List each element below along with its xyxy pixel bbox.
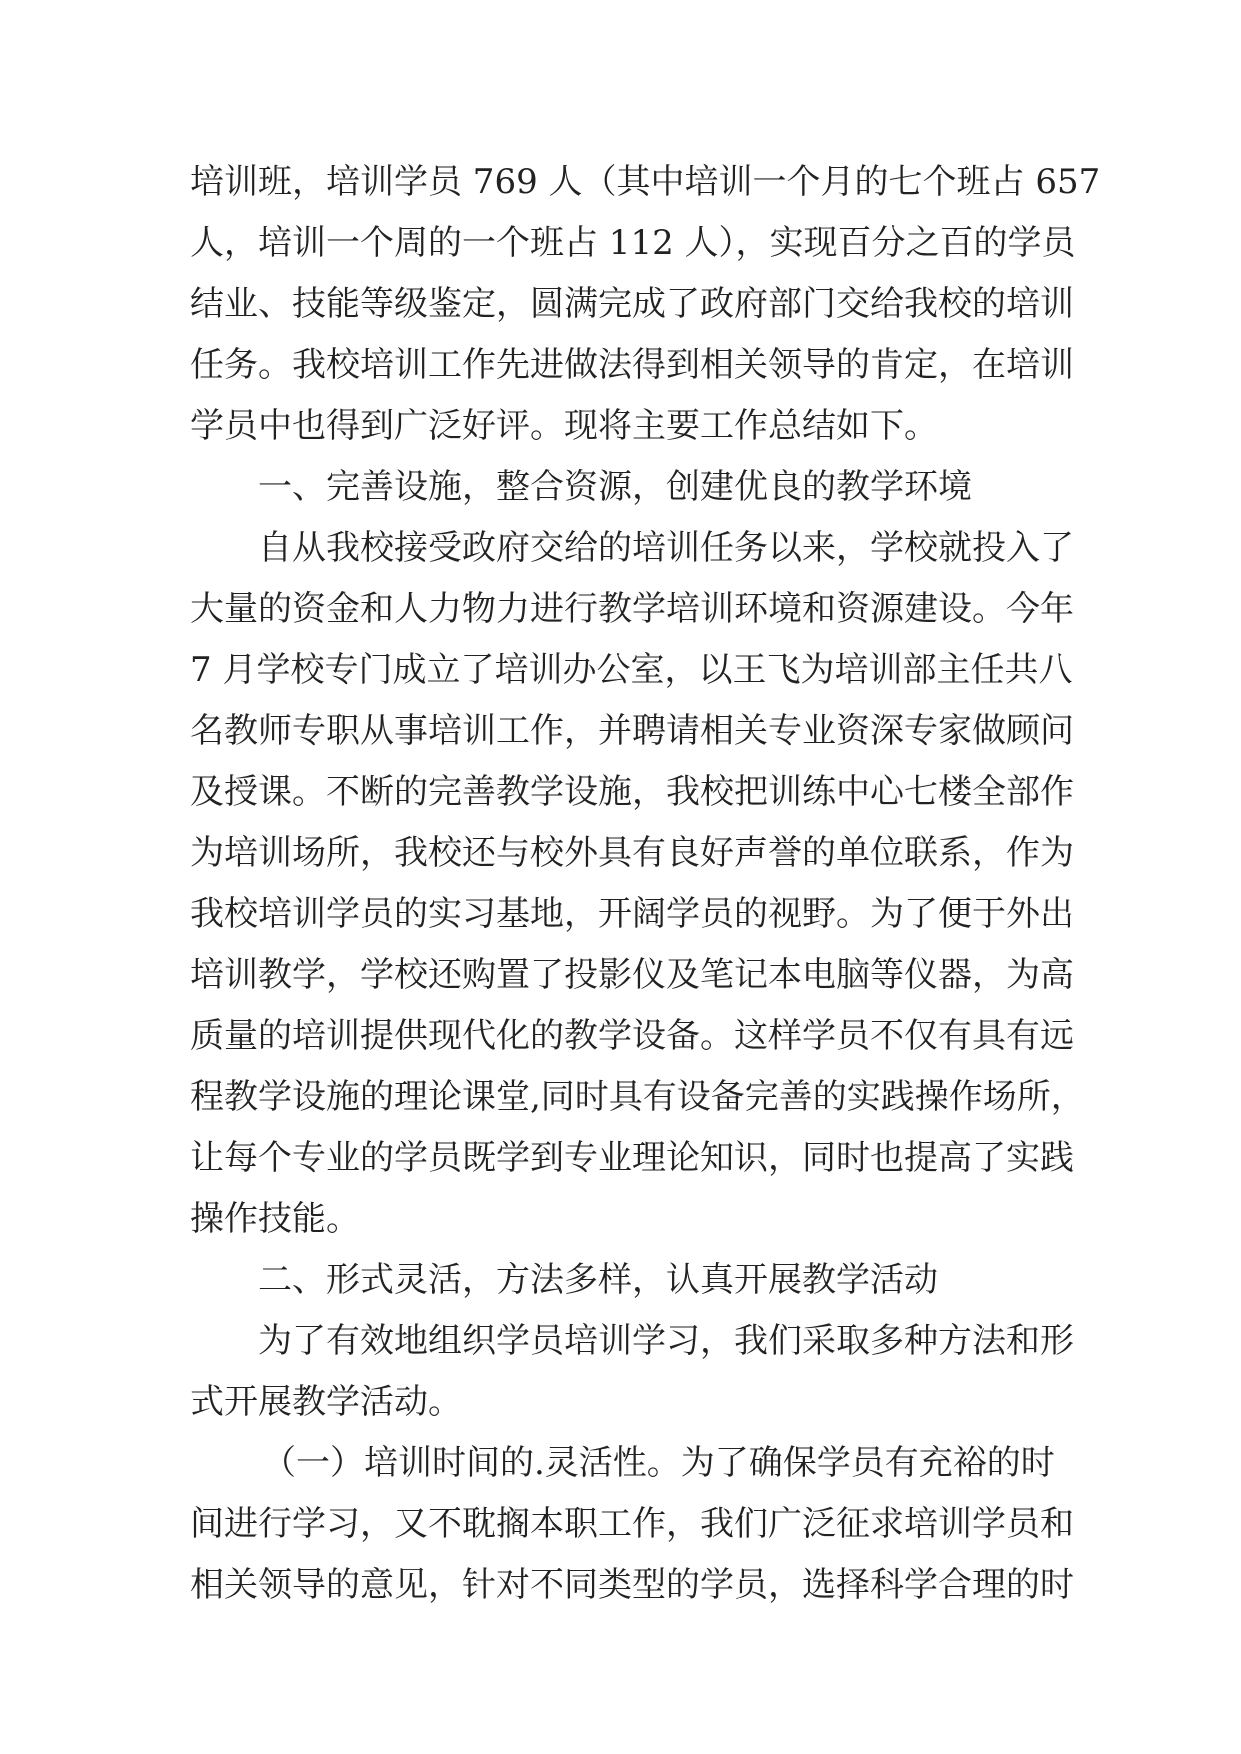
subsection-line: （一）培训时间的.灵活性。为了确保学员有充裕的时: [262, 1443, 1055, 1483]
paragraph-line: 操作技能。: [190, 1199, 360, 1239]
paragraph-line: 结业、技能等级鉴定，圆满完成了政府部门交给我校的培训: [190, 284, 1074, 324]
paragraph-line: 任务。我校培训工作先进做法得到相关领导的肯定，在培训: [190, 345, 1074, 385]
paragraph-line: 学员中也得到广泛好评。现将主要工作总结如下。: [190, 406, 938, 446]
paragraph-line: 相关领导的意见，针对不同类型的学员，选择科学合理的时: [190, 1565, 1074, 1605]
paragraph-line: 为培训场所，我校还与校外具有良好声誉的单位联系，作为: [190, 833, 1074, 873]
paragraph-line: 人，培训一个周的一个班占 112 人），实现百分之百的学员: [190, 223, 1076, 263]
paragraph-line: 间进行学习，又不耽搁本职工作，我们广泛征求培训学员和: [190, 1504, 1074, 1544]
paragraph-line: 程教学设施的理论课堂,同时具有设备完善的实践操作场所，: [190, 1077, 1085, 1117]
paragraph-line: 培训班，培训学员 769 人（其中培训一个月的七个班占 657: [190, 162, 1101, 202]
paragraph-line: 7 月学校专门成立了培训办公室，以王飞为培训部主任共八: [190, 650, 1073, 690]
paragraph-line: 式开展教学活动。: [190, 1382, 462, 1422]
paragraph-line: 让每个专业的学员既学到专业理论知识，同时也提高了实践: [190, 1138, 1074, 1178]
paragraph-line: 及授课。不断的完善教学设施，我校把训练中心七楼全部作: [190, 772, 1074, 812]
paragraph-line: 培训教学，学校还购置了投影仪及笔记本电脑等仪器，为高: [190, 955, 1074, 995]
section-heading: 一、完善设施，整合资源，创建优良的教学环境: [258, 467, 972, 507]
paragraph-line: 我校培训学员的实习基地，开阔学员的视野。为了便于外出: [190, 894, 1074, 934]
paragraph-line: 自从我校接受政府交给的培训任务以来，学校就投入了: [258, 528, 1074, 568]
paragraph-line: 质量的培训提供现代化的教学设备。这样学员不仅有具有远: [190, 1016, 1074, 1056]
paragraph-line: 大量的资金和人力物力进行教学培训环境和资源建设。今年: [190, 589, 1074, 629]
paragraph-line: 名教师专职从事培训工作，并聘请相关专业资深专家做顾问: [190, 711, 1074, 751]
section-heading: 二、形式灵活，方法多样，认真开展教学活动: [258, 1260, 938, 1300]
paragraph-line: 为了有效地组织学员培训学习，我们采取多种方法和形: [258, 1321, 1074, 1361]
